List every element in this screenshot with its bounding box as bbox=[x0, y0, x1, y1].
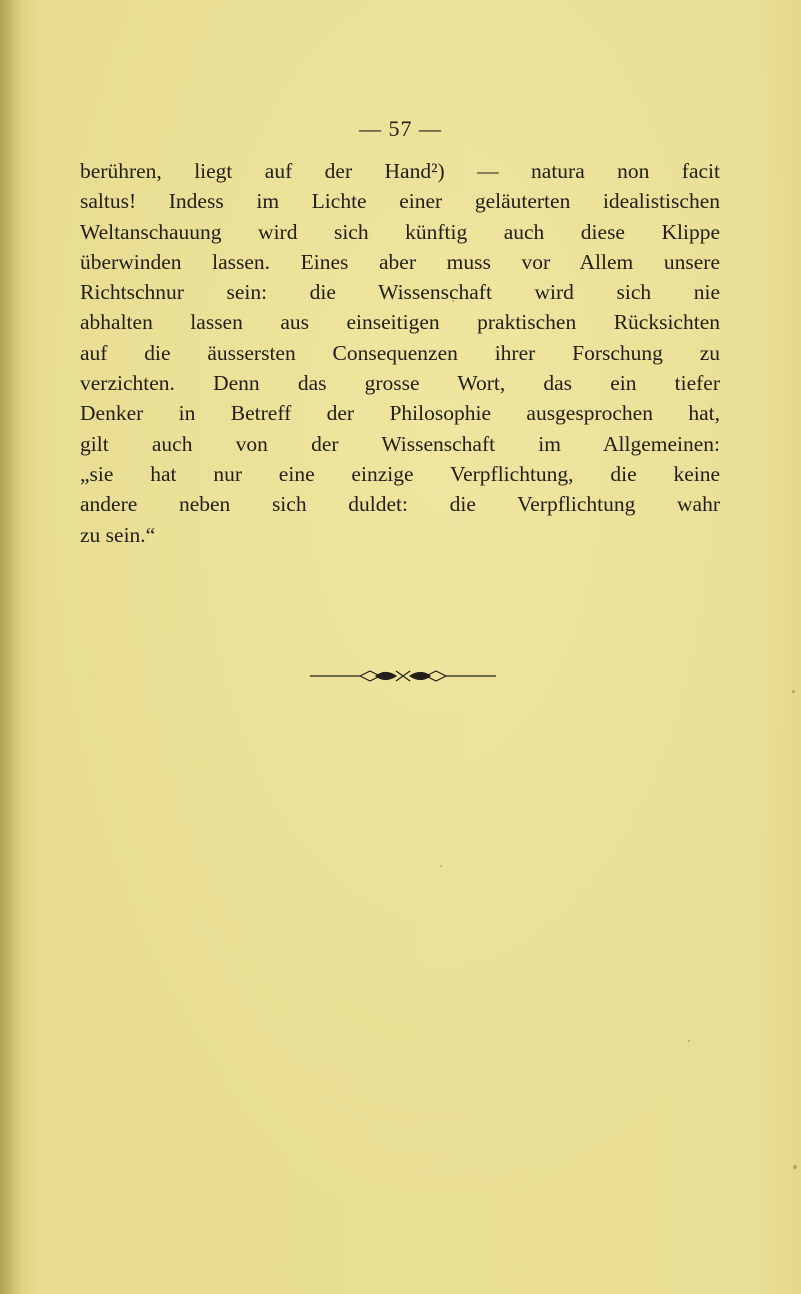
text-line: auf die äussersten Consequenzen ihrer Forschung zu bbox=[80, 340, 720, 365]
end-ornament-icon bbox=[310, 668, 496, 684]
text-line: andere neben sich duldet: die Verpflichtung wahr bbox=[80, 492, 720, 517]
body-paragraph bbox=[80, 156, 720, 550]
text-line: Weltanschauung wird sich künftig auch diese Klippe bbox=[80, 219, 720, 244]
page-number: — 57 — bbox=[359, 116, 442, 141]
text-line: saltus! Indess im Lichte einer geläuterten idealistischen bbox=[80, 189, 720, 214]
text-line: zu sein.“ bbox=[80, 522, 156, 547]
text-line: Richtschnur sein: die Wissenschaft wird sich nie bbox=[80, 280, 720, 305]
text-line: abhalten lassen aus einseitigen praktischen Rücksichten bbox=[80, 310, 720, 335]
text-line: überwinden lassen. Eines aber muss vor Allem unsere bbox=[80, 249, 720, 274]
text-line: Denker in Betreff der Philosophie ausgesprochen hat, bbox=[80, 401, 720, 426]
text-line: verzichten. Denn das grosse Wort, das ein tiefer bbox=[80, 371, 720, 396]
text-line: gilt auch von der Wissenschaft im Allgemeinen: bbox=[80, 431, 720, 456]
page-edge-shadow bbox=[0, 0, 22, 1294]
text-line: berühren, liegt auf der Hand²) — natura non facit bbox=[80, 159, 720, 183]
text-line: „sie hat nur eine einzige Verpflichtung, die keine bbox=[80, 461, 720, 486]
